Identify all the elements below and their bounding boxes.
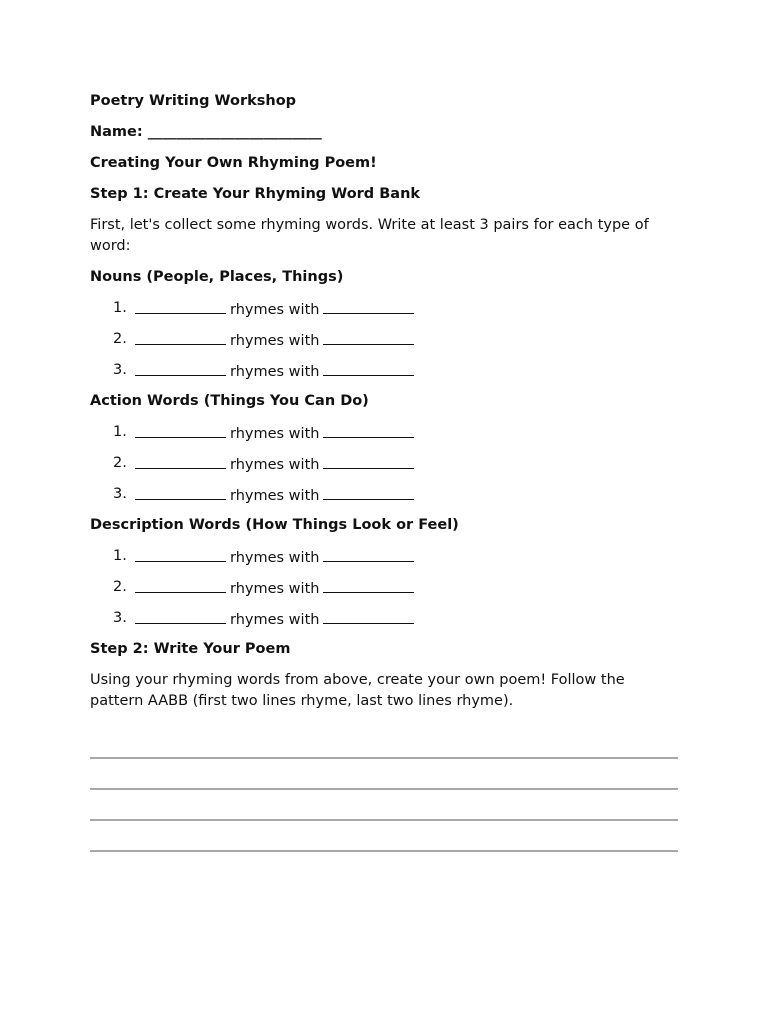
step1-heading: Step 1: Create Your Rhyming Word Bank [90, 186, 421, 202]
word-blank [135, 360, 226, 376]
list-number: 2. [113, 579, 127, 595]
rhymes-with-text: rhymes with [230, 333, 320, 349]
word-blank [323, 298, 414, 314]
step2-heading: Step 2: Write Your Poem [90, 641, 291, 657]
word-blank [323, 453, 414, 469]
name-field-label: Name: ________________________ [90, 124, 322, 140]
poem-writing-line [90, 850, 678, 852]
rhymes-with-text: rhymes with [230, 612, 320, 628]
rhyme-pair-item [90, 298, 680, 319]
rhyme-pair-item [90, 422, 680, 443]
rhyme-list-description-words [90, 546, 680, 629]
word-blank [135, 298, 226, 314]
rhyme-list-action-words [90, 422, 680, 505]
list-number: 3. [113, 486, 127, 502]
rhyme-pair-item [90, 577, 680, 598]
word-blank [135, 546, 226, 562]
word-blank [323, 577, 414, 593]
list-number: 3. [113, 362, 127, 378]
list-number: 2. [113, 331, 127, 347]
rhymes-with-text: rhymes with [230, 457, 320, 473]
word-blank [135, 608, 226, 624]
poem-writing-line [90, 819, 678, 821]
word-blank [323, 608, 414, 624]
section-heading-action-words: Action Words (Things You Can Do) [90, 393, 369, 409]
list-number: 3. [113, 610, 127, 626]
word-blank [135, 329, 226, 345]
rhyme-pair-item [90, 484, 680, 505]
rhymes-with-text: rhymes with [230, 550, 320, 566]
rhyme-pair-item [90, 360, 680, 381]
rhymes-with-text: rhymes with [230, 302, 320, 318]
rhymes-with-text: rhymes with [230, 426, 320, 442]
list-number: 1. [113, 300, 127, 316]
rhyme-pair-item [90, 453, 680, 474]
rhymes-with-text: rhymes with [230, 364, 320, 380]
step1-intro: First, let's collect some rhyming words. Write at least 3 pairs for each type of word: [90, 217, 649, 254]
word-blank [135, 484, 226, 500]
word-blank [323, 546, 414, 562]
worksheet-title: Poetry Writing Workshop [90, 93, 297, 109]
worksheet-subtitle: Creating Your Own Rhyming Poem! [90, 155, 377, 171]
list-number: 1. [113, 424, 127, 440]
poem-writing-lines [90, 757, 678, 881]
rhyme-pair-item [90, 329, 680, 350]
word-blank [323, 484, 414, 500]
word-blank [323, 360, 414, 376]
section-heading-description-words: Description Words (How Things Look or Feel) [90, 517, 459, 533]
rhyme-pair-item [90, 546, 680, 567]
list-number: 1. [113, 548, 127, 564]
rhymes-with-text: rhymes with [230, 581, 320, 597]
list-number: 2. [113, 455, 127, 471]
poem-writing-line [90, 788, 678, 790]
rhymes-with-text: rhymes with [230, 488, 320, 504]
rhyme-pair-item [90, 608, 680, 629]
worksheet [90, 91, 680, 722]
step2-instructions: Using your rhyming words from above, create your own poem! Follow the pattern AABB (first two lines rhyme, last two lines rhyme). [90, 672, 625, 709]
word-blank [135, 577, 226, 593]
word-blank [135, 453, 226, 469]
word-blank [323, 422, 414, 438]
rhyme-list-nouns [90, 298, 680, 381]
section-heading-nouns: Nouns (People, Places, Things) [90, 269, 344, 285]
word-blank [323, 329, 414, 345]
word-blank [135, 422, 226, 438]
poem-writing-line [90, 757, 678, 759]
